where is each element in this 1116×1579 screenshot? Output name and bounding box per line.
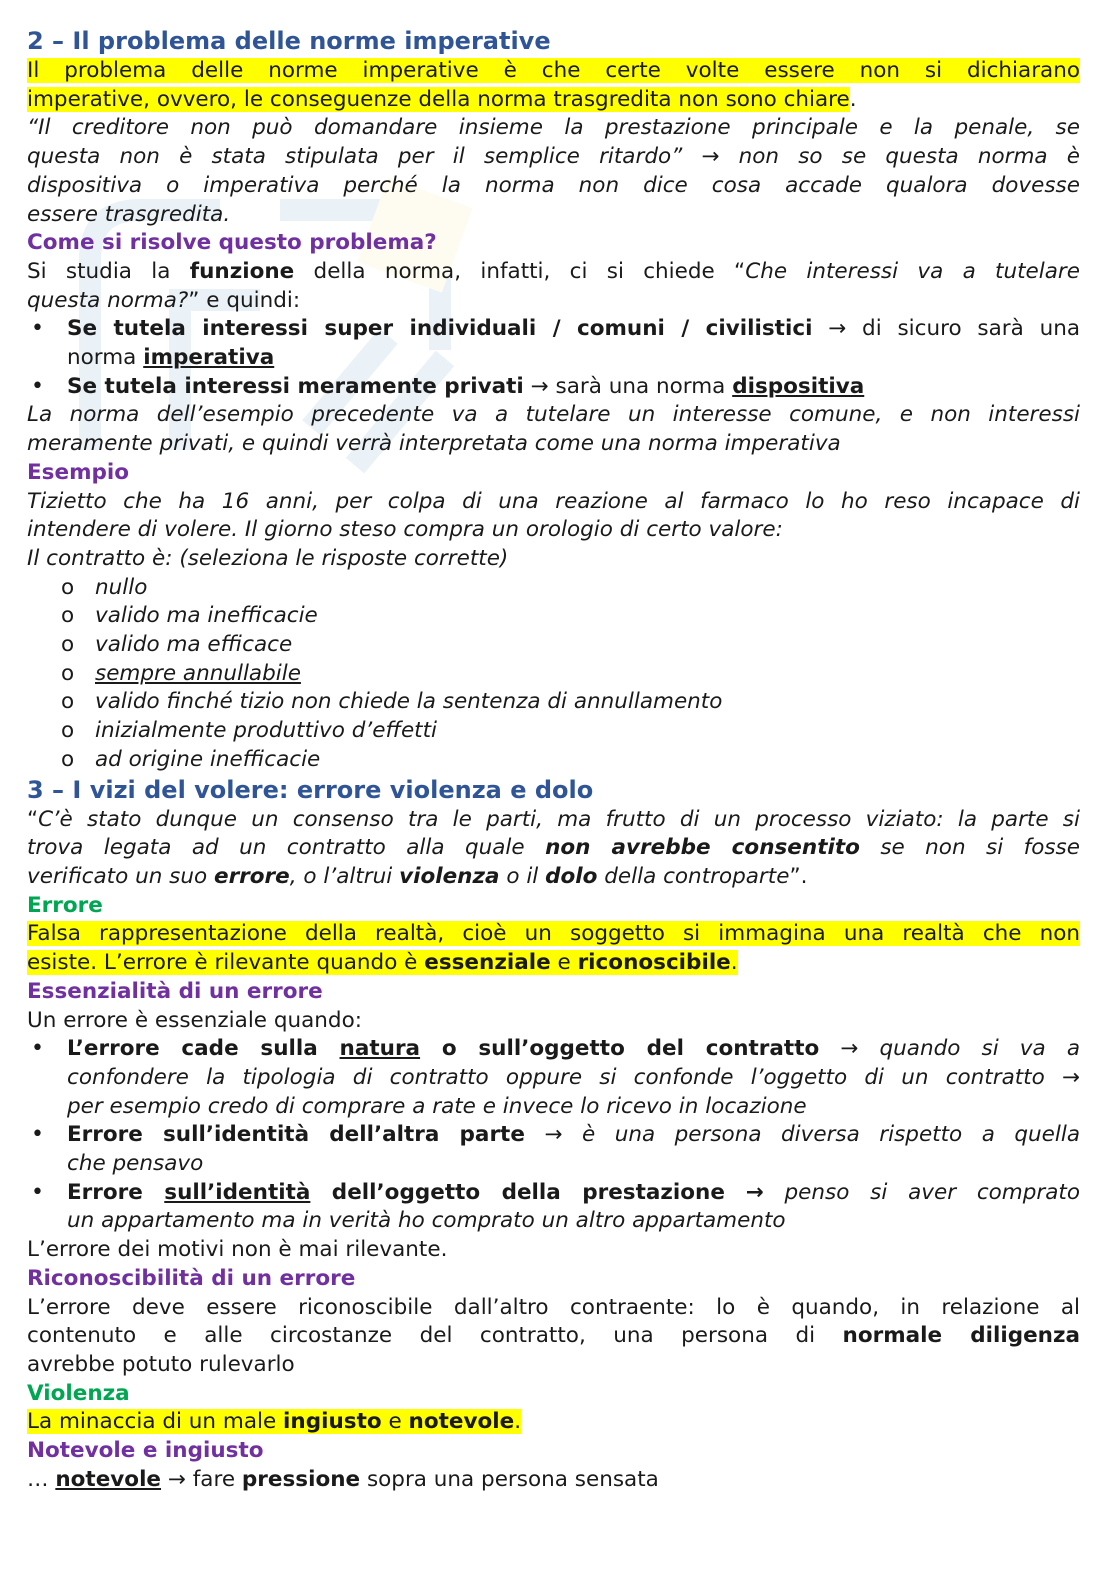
list-item-continuation: norma imperativa bbox=[67, 345, 275, 371]
subheading: Come si risolve questo problema? bbox=[27, 230, 437, 256]
list-item: • Errore sull’identità dell’oggetto della prestazione → penso si aver comprato bbox=[27, 1179, 1080, 1208]
paragraph-line bbox=[27, 949, 1080, 978]
subheading: Essenzialità di un errore bbox=[27, 978, 323, 1004]
highlighted-text: Falsa rappresentazione della realtà, cioè un soggetto si immagina una realtà che non bbox=[27, 921, 1080, 947]
paragraph-line: Si studia la funzione della norma, infatti, ci si chiede “Che interessi va a tutelare bbox=[27, 258, 1080, 284]
paragraph-line: avrebbe potuto rulevarlo bbox=[27, 1351, 295, 1377]
paragraph-line: contenuto e alle circostanze del contratto, una persona di normale diligenza bbox=[27, 1323, 1080, 1349]
option-marker: o bbox=[61, 718, 75, 744]
quote-line: “C’è stato dunque un consenso tra le parti, ma frutto di un processo viziato: la parte si bbox=[27, 806, 1080, 832]
arrow-right-icon: → bbox=[745, 1179, 764, 1205]
arrow-right-icon: → bbox=[701, 144, 720, 170]
option-marker: o bbox=[61, 632, 75, 658]
option-item: o sempre annullabile bbox=[27, 660, 1080, 689]
option-item: o valido ma efficace bbox=[27, 631, 1080, 660]
paragraph-line: questa norma?” e quindi: bbox=[27, 287, 301, 313]
subheading: Esempio bbox=[27, 459, 129, 485]
subheading-green: Violenza bbox=[27, 1380, 130, 1406]
highlighted-text: La minaccia di un male ingiusto e notevole. bbox=[27, 1409, 522, 1435]
list-item-continuation: un appartamento ma in verità ho comprato un altro appartamento bbox=[67, 1208, 786, 1234]
highlighted-text: Il problema delle norme imperative è che certe volte essere non si dichiarano bbox=[27, 58, 1080, 83]
arrow-right-icon: → bbox=[530, 373, 549, 399]
paragraph-line: intendere di volere. Il giorno steso compra un orologio di certo valore: bbox=[27, 517, 783, 543]
list-item-continuation: per esempio credo di comprare a rate e invece lo ricevo in locazione bbox=[67, 1093, 807, 1119]
option-item: o valido ma inefficacie bbox=[27, 602, 1080, 631]
arrow-right-icon: → bbox=[544, 1122, 563, 1148]
paragraph-line: Tizietto che ha 16 anni, per colpa di una reazione al farmaco lo ho reso incapace di bbox=[27, 488, 1080, 514]
option-item: o ad origine inefficacie bbox=[27, 746, 1080, 775]
paragraph-line: … notevole → fare pressione sopra una persona sensata bbox=[27, 1466, 659, 1492]
option-marker: o bbox=[61, 746, 75, 772]
paragraph-line: L’errore dei motivi non è mai rilevante. bbox=[27, 1237, 448, 1263]
subheading-green: Errore bbox=[27, 892, 103, 918]
option-item: o nullo bbox=[27, 574, 1080, 603]
highlighted-text: imperative, ovvero, le conseguenze della norma trasgredita non sono chiare bbox=[27, 86, 850, 112]
paragraph-line: Un errore è essenziale quando: bbox=[27, 1007, 362, 1033]
paragraph-line: imperative, ovvero, le conseguenze della norma trasgredita non sono chiare. bbox=[27, 86, 857, 112]
quote-line: dispositiva o imperativa perché la norma non dice cosa accade qualora dovesse bbox=[27, 172, 1080, 198]
paragraph-line bbox=[27, 57, 1080, 86]
list-item: • Se tutela interessi meramente privati → sarà una norma dispositiva bbox=[27, 373, 1080, 402]
option-marker: o bbox=[61, 574, 75, 600]
subheading: Riconoscibilità di un errore bbox=[27, 1265, 356, 1291]
list-item-continuation: che pensavo bbox=[67, 1151, 204, 1177]
paragraph-line: La norma dell’esempio precedente va a tutelare un interesse comune, e non interessi bbox=[27, 402, 1080, 428]
list-item: • Se tutela interessi super individuali / comuni / civilistici → di sicuro sarà una bbox=[27, 315, 1080, 344]
document-content bbox=[27, 26, 1080, 1494]
paragraph-line: Il contratto è: (seleziona le risposte corrette) bbox=[27, 545, 509, 571]
paragraph-line: L’errore deve essere riconoscibile dall’altro contraente: lo è quando, in relazione al bbox=[27, 1294, 1080, 1320]
option-item: o valido finché tizio non chiede la sentenza di annullamento bbox=[27, 688, 1080, 717]
quote-line: verificato un suo errore, o l’altrui violenza o il dolo della controparte”. bbox=[27, 863, 808, 889]
arrow-right-icon: → bbox=[1061, 1064, 1080, 1090]
paragraph-line bbox=[27, 920, 1080, 949]
option-marker: o bbox=[61, 689, 75, 715]
section-title: 3 – I vizi del volere: errore violenza e dolo bbox=[27, 775, 594, 804]
list-item: • L’errore cade sulla natura o sull’oggetto del contratto → quando si va a bbox=[27, 1035, 1080, 1064]
option-marker: o bbox=[61, 660, 75, 686]
subheading: Notevole e ingiusto bbox=[27, 1438, 264, 1464]
arrow-right-icon: → bbox=[167, 1466, 186, 1492]
quote-line: essere trasgredita. bbox=[27, 201, 231, 227]
arrow-right-icon: → bbox=[840, 1036, 859, 1062]
section-title: 2 – Il problema delle norme imperative bbox=[27, 27, 551, 55]
quote-line: “Il creditore non può domandare insieme la prestazione principale e la penale, se bbox=[27, 115, 1080, 141]
list-item-continuation: confondere la tipologia di contratto oppure si confonde l’oggetto di un contratto → bbox=[67, 1064, 1080, 1090]
arrow-right-icon: → bbox=[828, 316, 847, 342]
highlighted-text: esiste. L’errore è rilevante quando è essenziale e riconoscibile. bbox=[27, 950, 738, 976]
paragraph-line: meramente privati, e quindi verrà interpretata come una norma imperativa bbox=[27, 431, 841, 457]
list-item: • Errore sull’identità dell’altra parte → è una persona diversa rispetto a quella bbox=[27, 1121, 1080, 1150]
option-item: o inizialmente produttivo d’effetti bbox=[27, 717, 1080, 746]
quote-line: questa non è stata stipulata per il semplice ritardo” → non so se questa norma è bbox=[27, 144, 1080, 170]
quote-line: trova legata ad un contratto alla quale non avrebbe consentito se non si fosse bbox=[27, 835, 1080, 861]
option-marker: o bbox=[61, 603, 75, 629]
paragraph-line bbox=[27, 1408, 1080, 1437]
